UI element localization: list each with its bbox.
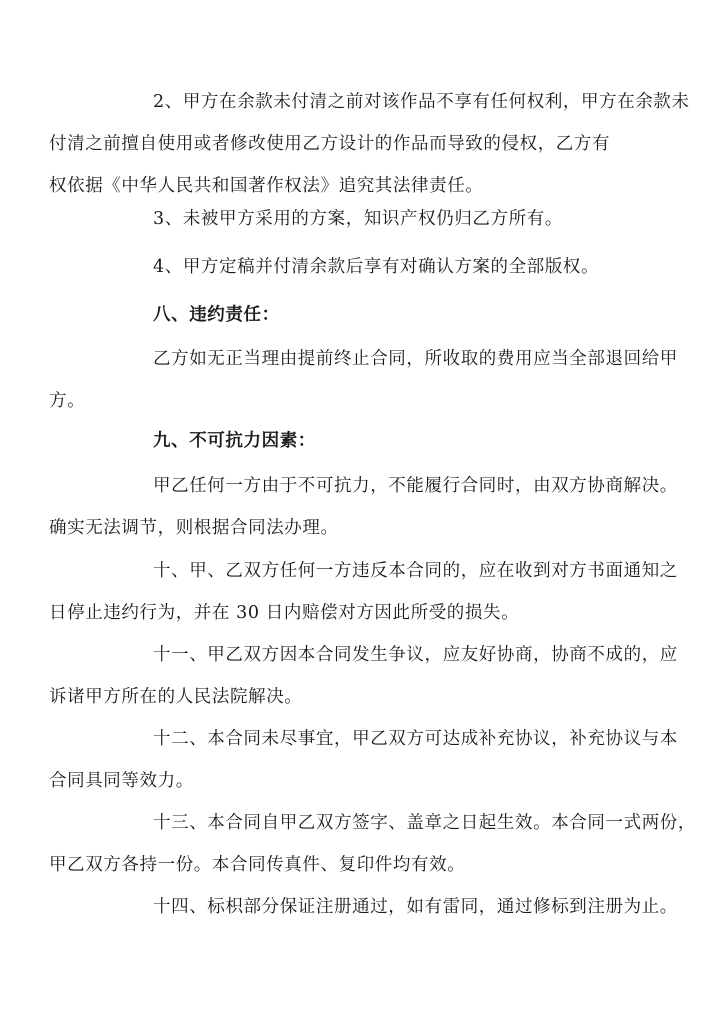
breach-liability-body: [49, 338, 678, 422]
text-line: 4、甲方定稿并付清余款后享有对确认方案的全部版权。: [153, 257, 600, 277]
text-line: 十二、本合同未尽事宜，甲乙双方可达成补充协议，补充协议与本: [153, 729, 678, 749]
text-line: 3、未被甲方采用的方案，知识产权仍归乙方所有。: [153, 209, 563, 229]
text-line: 诉诸甲方所在的人民法院解决。: [49, 687, 303, 707]
text-line: 合同具同等效力。: [49, 771, 194, 791]
clause-13: [49, 802, 696, 886]
text-line: 十、甲、乙双方任何一方违反本合同的，应在收到对方书面通知之: [153, 561, 678, 581]
text-line: 付清之前擅自使用或者修改使用乙方设计的作品而导致的侵权，乙方有: [49, 134, 611, 154]
text-line: 乙方如无正当理由提前终止合同，所收取的费用应当全部退回给甲: [153, 349, 678, 369]
text-line: 确实无法调节，则根据合同法办理。: [49, 518, 339, 538]
text-line: 甲乙双方各持一份。本合同传真件、复印件均有效。: [49, 855, 466, 875]
text-line: 甲乙任何一方由于不可抗力，不能履行合同时，由双方协商解决。: [153, 476, 678, 496]
text-line: 日停止违约行为，并在 30 日内赔偿对方因此所受的损失。: [49, 603, 520, 623]
clause-10: [49, 550, 678, 634]
heading-text: 九、不可抗力因素：: [153, 431, 316, 451]
clause-11: [49, 634, 678, 718]
clause-2: [49, 81, 690, 207]
force-majeure-body: [49, 465, 678, 549]
section-heading-force-majeure: [118, 420, 638, 462]
clause-12: [49, 718, 678, 802]
clause-14: [118, 886, 678, 928]
clause-3: [118, 198, 638, 240]
text-line: 十三、本合同自甲乙双方签字、盖章之日起生效。本合同一式两份，: [153, 813, 696, 833]
text-line: 权依据《中华人民共和国著作权法》追究其法律责任。: [49, 176, 484, 196]
clause-4: [118, 246, 638, 288]
section-heading-breach-liability: [118, 294, 638, 336]
text-line: 方。: [49, 391, 86, 411]
text-line: 十一、甲乙双方因本合同发生争议，应友好协商，协商不成的，应: [153, 645, 678, 665]
text-line: 2、甲方在余款未付清之前对该作品不享有任何权利，甲方在余款未: [153, 92, 690, 112]
heading-text: 八、违约责任：: [153, 305, 280, 325]
text-line: 十四、标枳部分保证注册通过，如有雷同，通过修标到注册为止。: [153, 897, 678, 917]
